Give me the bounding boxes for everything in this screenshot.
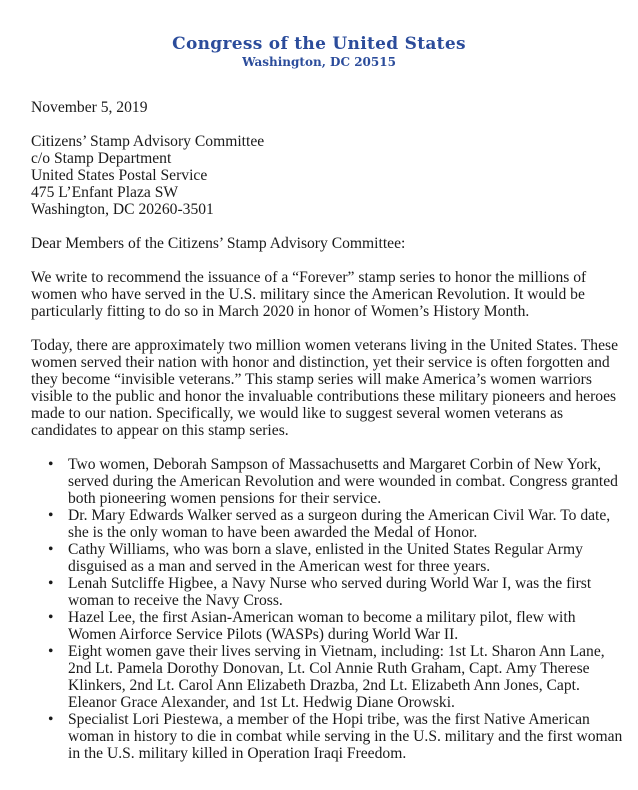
candidate-list (31, 456, 622, 762)
body-paragraph (31, 269, 622, 320)
text-line: made to our nation. Specifically, we would like to suggest several women veterans as (31, 405, 564, 422)
text-line: women who have served in the U.S. military since the American Revolution. It would be (31, 286, 585, 303)
bullet-icon: • (48, 541, 54, 558)
text-line: visible to the public and honor the invaluable contributions these military pioneers and heroes (31, 388, 617, 405)
text-line: served during the American Revolution and were wounded in combat. Congress granted (68, 473, 618, 490)
list-item (31, 609, 622, 643)
date-text: November 5, 2019 (31, 99, 148, 116)
text-line: c/o Stamp Department (31, 150, 172, 167)
text-line: Eleanor Grace Alexander, and 1st Lt. Hedwig Diane Orowski. (68, 694, 455, 711)
text-line: they become “invisible veterans.” This stamp series will make America’s women warriors (31, 371, 592, 388)
text-line: Specialist Lori Piestewa, a member of the Hopi tribe, was the first Native American (68, 711, 590, 728)
text-line: Washington, DC 20260-3501 (31, 201, 214, 218)
salutation (31, 235, 622, 252)
letter-date (31, 99, 622, 116)
text-line: Today, there are approximately two million women veterans living in the United States. These (31, 337, 618, 354)
list-item (31, 643, 622, 711)
text-line: Women Airforce Service Pilots (WASPs) during World War II. (68, 626, 459, 643)
text-line: United States Postal Service (31, 167, 208, 184)
body-paragraph (31, 337, 622, 439)
text-line: in the U.S. military killed in Operation Iraqi Freedom. (68, 745, 407, 762)
text-line: Lenah Sutcliffe Higbee, a Navy Nurse who served during World War I, was the first (68, 575, 592, 592)
letter-body (31, 99, 622, 762)
list-item (31, 575, 622, 609)
text-line: particularly fitting to do so in March 2020 in honor of Women’s History Month. (31, 303, 530, 320)
bullet-icon: • (48, 507, 54, 524)
text-line: We write to recommend the issuance of a “Forever” stamp series to honor the millions of (31, 269, 587, 286)
bullet-icon: • (48, 456, 54, 473)
text-line: she is the only woman to have been awarded the Medal of Honor. (68, 524, 478, 541)
text-line: Eight women gave their lives serving in Vietnam, including: 1st Lt. Sharon Ann Lane, (68, 643, 605, 660)
text-line: Cathy Williams, who was born a slave, enlisted in the United States Regular Army (68, 541, 583, 558)
letterhead (0, 34, 638, 70)
letterhead-title: Congress of the United States (172, 34, 466, 54)
text-line: 475 L’Enfant Plaza SW (31, 184, 179, 201)
text-line: Dr. Mary Edwards Walker served as a surgeon during the American Civil War. To date, (68, 507, 611, 524)
list-item (31, 541, 622, 575)
text-line: Two women, Deborah Sampson of Massachusetts and Margaret Corbin of New York, (68, 456, 602, 473)
text-line: Citizens’ Stamp Advisory Committee (31, 133, 265, 150)
text-line: woman to receive the Navy Cross. (68, 592, 283, 609)
bullet-icon: • (48, 643, 54, 660)
bullet-icon: • (48, 609, 54, 626)
text-line: both pioneering women pensions for their service. (68, 490, 382, 507)
text-line: Hazel Lee, the first Asian-American woman to become a military pilot, flew with (68, 609, 576, 626)
salutation-text: Dear Members of the Citizens’ Stamp Advisory Committee: (31, 235, 406, 252)
list-item (31, 711, 622, 762)
bullet-icon: • (48, 711, 54, 728)
bullet-icon: • (48, 575, 54, 592)
text-line: 2nd Lt. Pamela Dorothy Donovan, Lt. Col Annie Ruth Graham, Capt. Amy Therese (68, 660, 590, 677)
text-line: disguised as a man and served in the American west for three years. (68, 558, 491, 575)
recipient-address (31, 133, 622, 218)
list-item (31, 456, 622, 507)
text-line: women served their nation with honor and distinction, yet their service is often forgotten and (31, 354, 610, 371)
text-line: candidates to appear on this stamp series. (31, 422, 289, 439)
text-line: Klinkers, 2nd Lt. Carol Ann Elizabeth Drazba, 2nd Lt. Elizabeth Ann Jones, Capt. (68, 677, 580, 694)
letterhead-subtitle: Washington, DC 20515 (242, 55, 396, 69)
list-item (31, 507, 622, 541)
text-line: woman in history to die in combat while serving in the U.S. military and the first woman (68, 728, 623, 745)
